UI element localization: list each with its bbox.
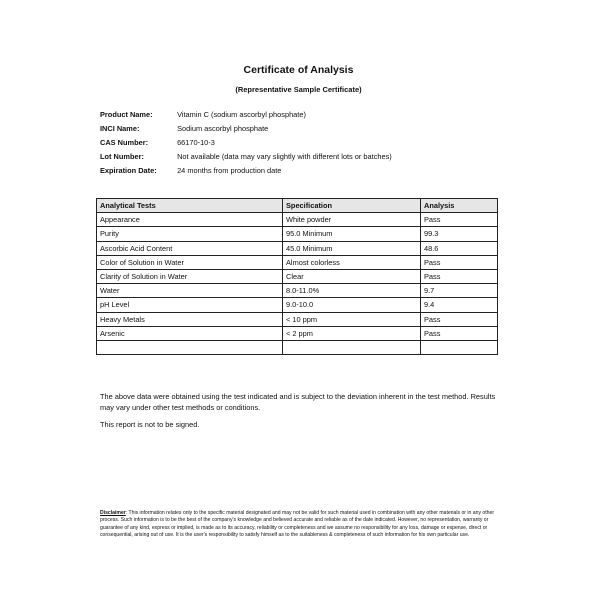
table-cell: 95.0 Minimum xyxy=(283,227,421,241)
table-cell: Purity xyxy=(97,227,283,241)
table-cell: Pass xyxy=(421,269,498,283)
disclaimer xyxy=(100,510,502,539)
table-cell: Clarity of Solution in Water xyxy=(97,269,283,283)
table-cell: Almost colorless xyxy=(283,255,421,269)
info-row-cas-number xyxy=(100,136,392,150)
table-row xyxy=(97,269,498,283)
disclaimer-text: : This information relates only to the specific material designated and may not be valid for such material used in combination with any other materials or in any other process. Such information is to be the best of the company's knowledge and believed accurate and reliable as of the date indicated. However, no representation, warranty or guarantee of any kind, express or implied, is made as to its accuracy, reliability or completeness and we assume no responsibility for any loss, damage or expense, direct or consequential, arising out of use. It is the user's responsibility to satisfy himself as to the suitableness & completeness of such information for his own particular use. xyxy=(100,510,495,538)
info-label: Product Name: xyxy=(100,110,153,119)
info-row-expiration-date xyxy=(100,164,392,178)
info-label: INCI Name: xyxy=(100,124,140,133)
table-cell: Color of Solution in Water xyxy=(97,255,283,269)
table-cell: Pass xyxy=(421,255,498,269)
column-header-tests: Analytical Tests xyxy=(97,199,283,213)
table-row xyxy=(97,213,498,227)
info-label: CAS Number: xyxy=(100,138,149,147)
table-cell xyxy=(283,340,421,354)
table-cell: 9.4 xyxy=(421,298,498,312)
info-label: Expiration Date: xyxy=(100,166,157,175)
table-row xyxy=(97,284,498,298)
table-cell: Clear xyxy=(283,269,421,283)
info-value: Not available (data may vary slightly with different lots or batches) xyxy=(177,152,392,161)
product-info xyxy=(100,108,392,178)
table-row xyxy=(97,227,498,241)
info-row-inci-name xyxy=(100,122,392,136)
info-value: 24 months from production date xyxy=(177,166,282,175)
table-cell: Water xyxy=(97,284,283,298)
table-row xyxy=(97,298,498,312)
disclaimer-label: Disclaimer xyxy=(100,510,126,516)
document-subtitle: (Representative Sample Certificate) xyxy=(235,85,362,94)
table-cell xyxy=(97,340,283,354)
table-cell: Pass xyxy=(421,326,498,340)
column-header-specification: Specification xyxy=(283,199,421,213)
table-row xyxy=(97,312,498,326)
table-row xyxy=(97,255,498,269)
table-cell: White powder xyxy=(283,213,421,227)
signature-note: This report is not to be signed. xyxy=(100,420,200,429)
table-header-row xyxy=(97,199,498,213)
table-cell xyxy=(421,340,498,354)
table-cell: 9.7 xyxy=(421,284,498,298)
info-row-product-name xyxy=(100,108,392,122)
document-title: Certificate of Analysis xyxy=(243,64,354,76)
info-value: Vitamin C (sodium ascorbyl phosphate) xyxy=(177,110,306,119)
table-cell: Pass xyxy=(421,213,498,227)
column-header-analysis: Analysis xyxy=(421,199,498,213)
table-row xyxy=(97,326,498,340)
table-cell: 9.0-10.0 xyxy=(283,298,421,312)
info-value: Sodium ascorbyl phosphate xyxy=(177,124,269,133)
table-cell: < 2 ppm xyxy=(283,326,421,340)
table-cell: < 10 ppm xyxy=(283,312,421,326)
table-row xyxy=(97,241,498,255)
table-cell: 48.6 xyxy=(421,241,498,255)
deviation-note: The above data were obtained using the test indicated and is subject to the deviation inherent in the test method. Results may vary under other test methods or conditions. xyxy=(100,392,496,412)
info-row-lot-number xyxy=(100,150,392,164)
table-cell: Arsenic xyxy=(97,326,283,340)
info-label: Lot Number: xyxy=(100,152,144,161)
table-cell: Heavy Metals xyxy=(97,312,283,326)
table-cell: 45.0 Minimum xyxy=(283,241,421,255)
table-row-empty xyxy=(97,340,498,354)
table-cell: pH Level xyxy=(97,298,283,312)
table-cell: 8.0-11.0% xyxy=(283,284,421,298)
table-cell: Ascorbic Acid Content xyxy=(97,241,283,255)
table-cell: Appearance xyxy=(97,213,283,227)
info-value: 66170-10-3 xyxy=(177,138,215,147)
analysis-table xyxy=(96,198,498,355)
table-cell: 99.3 xyxy=(421,227,498,241)
table-cell: Pass xyxy=(421,312,498,326)
